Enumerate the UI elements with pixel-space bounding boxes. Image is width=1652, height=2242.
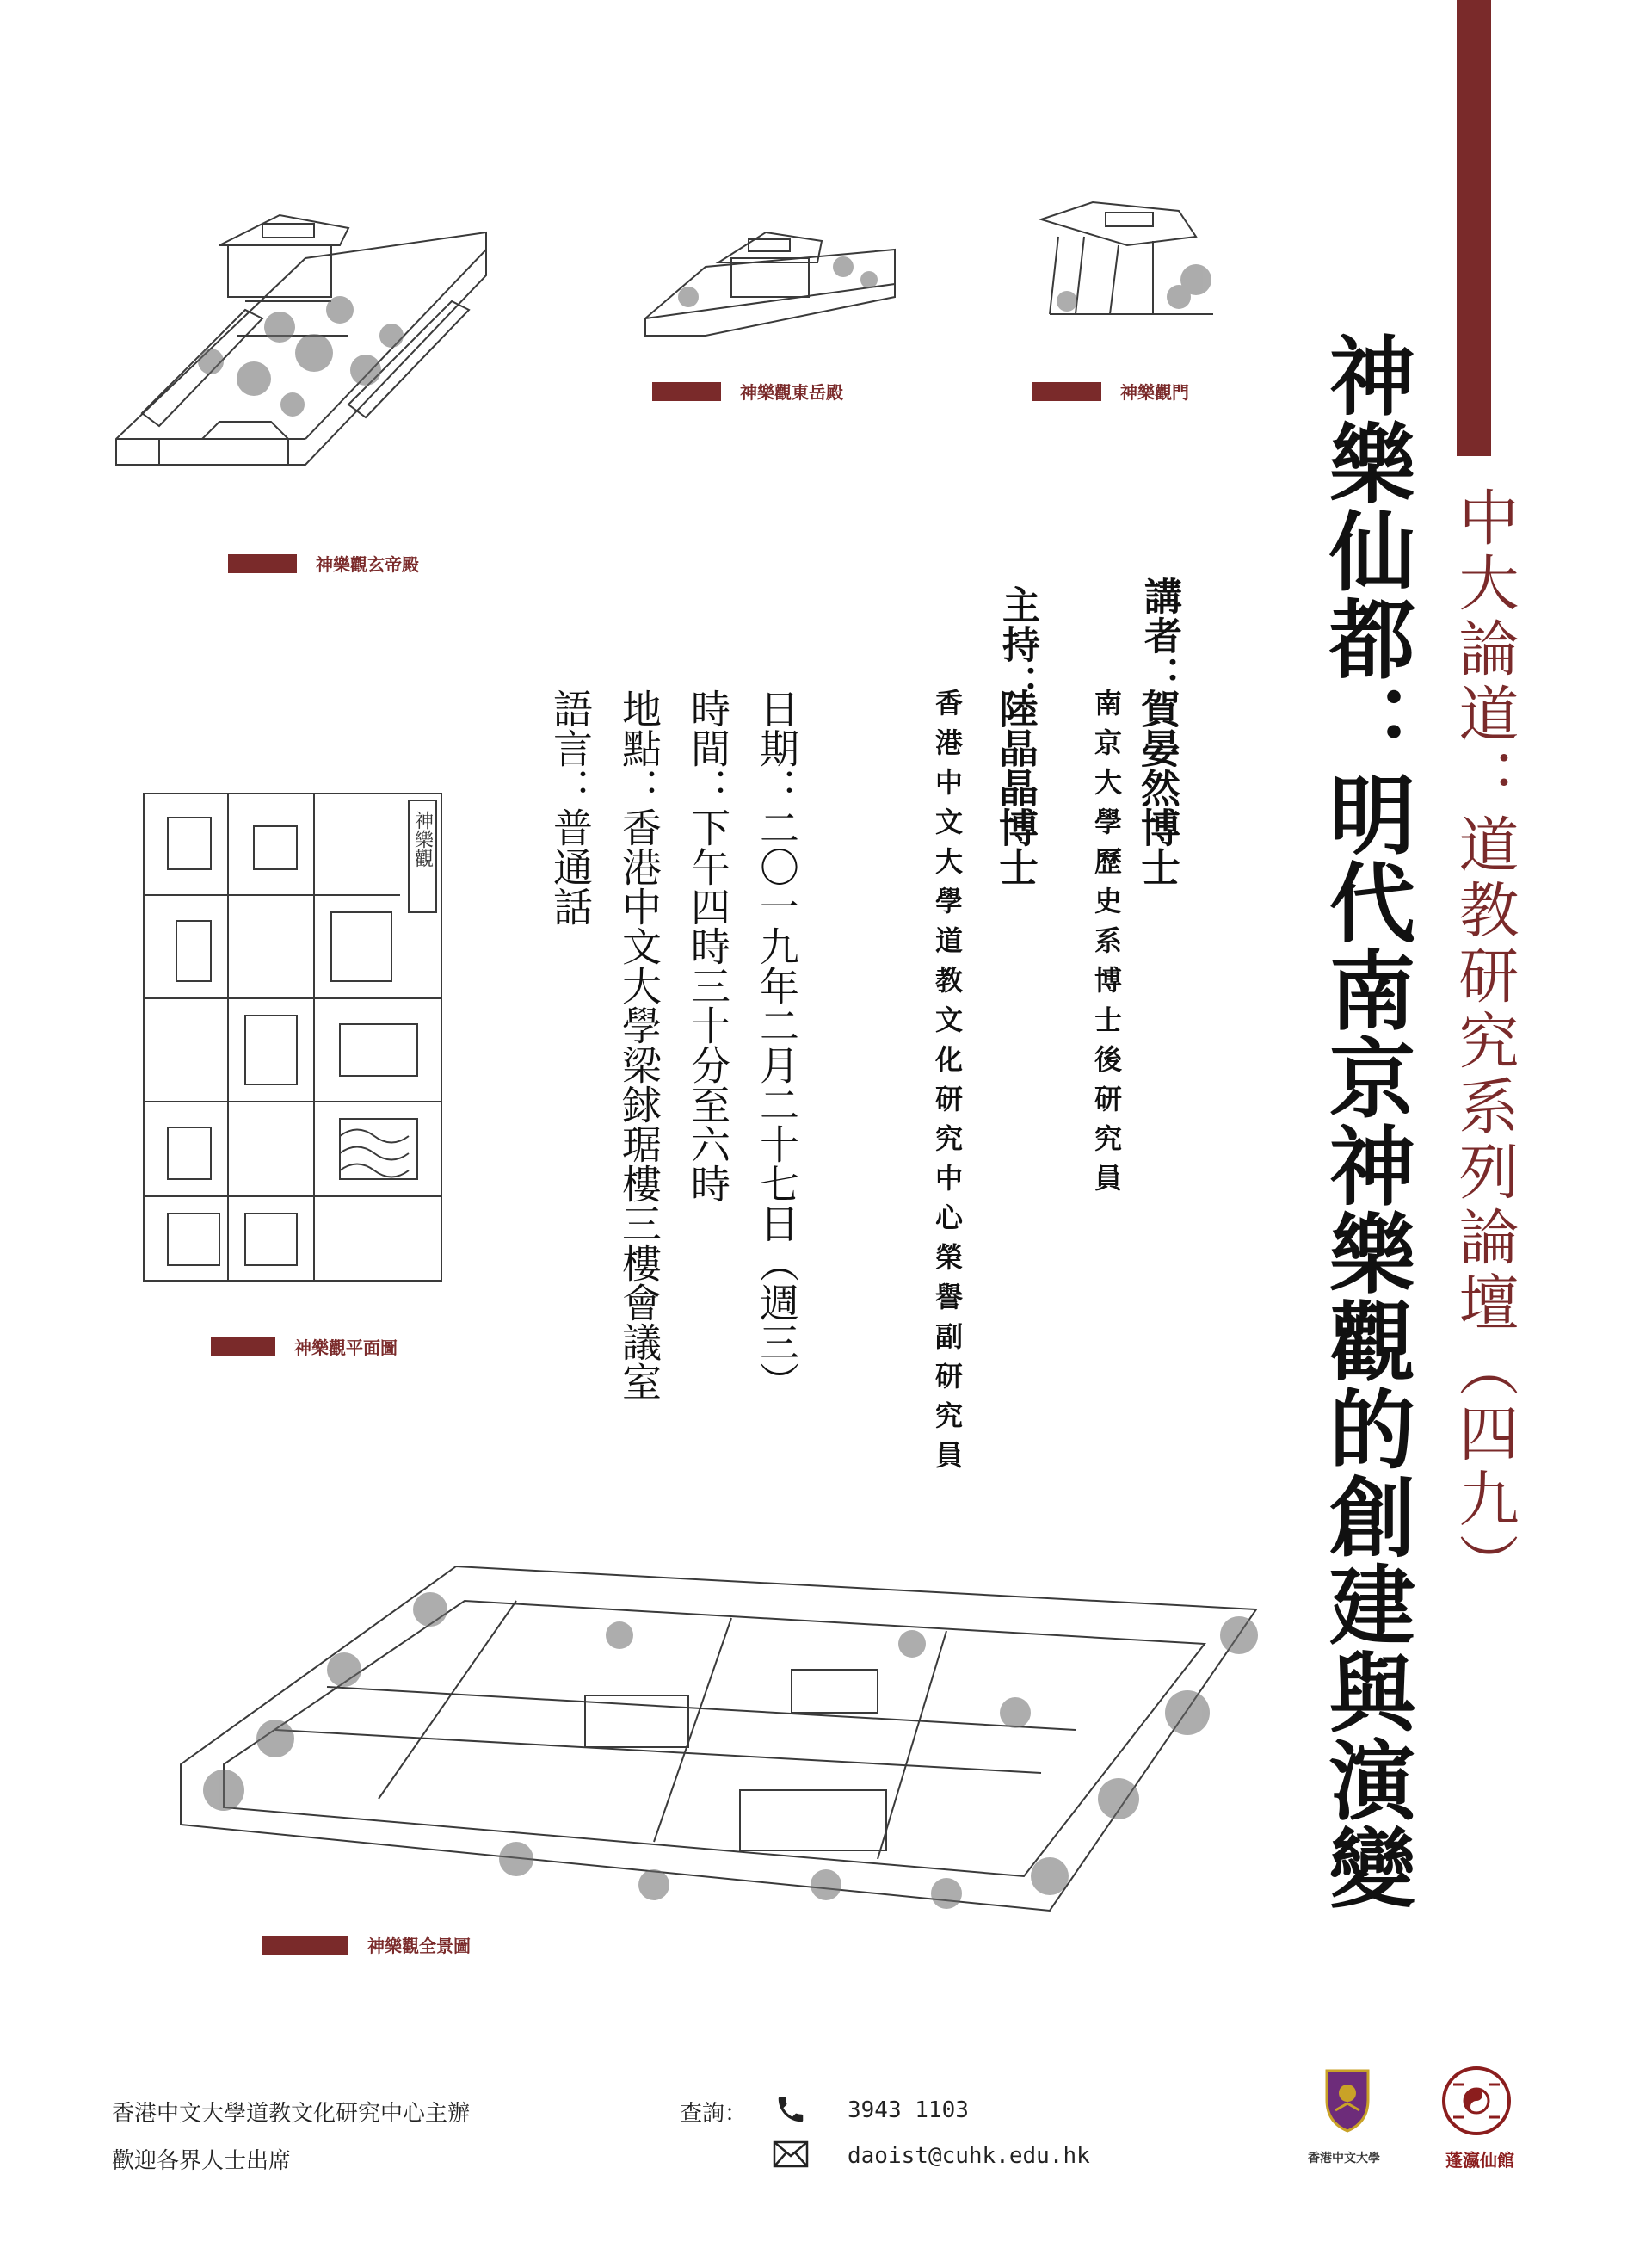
plan-sign: 神樂觀 bbox=[411, 811, 434, 868]
caption-panorama bbox=[262, 1932, 471, 1957]
caption-xuandi bbox=[228, 551, 419, 576]
plan-illustration bbox=[142, 792, 443, 1282]
panorama-illustration bbox=[172, 1515, 1291, 1919]
organizer-text: 香港中文大學道教文化研究中心主辦 bbox=[112, 2101, 471, 2127]
phone-icon bbox=[774, 2093, 807, 2126]
email-address[interactable]: daoist@cuhk.edu.hk bbox=[848, 2143, 1090, 2169]
phone-number[interactable]: 3943 1103 bbox=[848, 2097, 969, 2123]
host-label: 主持： bbox=[996, 585, 1039, 704]
time-line: 時間：下午四時三十分至六時 bbox=[685, 689, 731, 1203]
penglai-emblem-icon bbox=[1441, 2066, 1512, 2136]
cuhk-logo-text: 香港中文大學 bbox=[1308, 2152, 1380, 2165]
host-name: 陸晶晶博士 bbox=[993, 689, 1039, 886]
speaker-label: 講者： bbox=[1137, 577, 1181, 695]
cuhk-emblem-icon bbox=[1318, 2066, 1377, 2134]
dongyue-hall-illustration bbox=[637, 215, 912, 344]
main-title: 神樂仙都：明代南京神樂觀的創建與演變 bbox=[1315, 331, 1415, 1912]
welcome-text: 歡迎各界人士出席 bbox=[112, 2148, 292, 2174]
caption-dongyue bbox=[652, 379, 843, 404]
speaker-name: 賀晏然博士 bbox=[1135, 689, 1181, 886]
penglai-logo-text: 蓬瀛仙館 bbox=[1446, 2150, 1514, 2171]
caption-dongyue-text: 神樂觀東岳殿 bbox=[740, 382, 843, 403]
host-affiliation: 香港中文大學道教文化研究中心榮譽副研究員 bbox=[931, 689, 964, 1480]
gate-illustration bbox=[1024, 185, 1230, 323]
caption-gate-text: 神樂觀門 bbox=[1120, 382, 1189, 403]
venue-line: 地點：香港中文大學梁銶琚樓三樓會議室 bbox=[616, 689, 663, 1401]
date-line: 日期：二〇一九年二月二十七日（週三） bbox=[754, 689, 800, 1401]
enquiry-label: 查詢： bbox=[680, 2101, 748, 2127]
caption-gate bbox=[1032, 379, 1189, 404]
speaker-affiliation: 南京大學歷史系博士後研究員 bbox=[1090, 689, 1123, 1203]
xuandi-hall-illustration bbox=[108, 181, 503, 508]
caption-panorama-text: 神樂觀全景圖 bbox=[367, 1936, 471, 1956]
caption-plan bbox=[211, 1334, 398, 1359]
series-title: 中大論道：道教研究系列論壇（四九） bbox=[1449, 486, 1519, 1598]
mail-icon bbox=[773, 2140, 809, 2168]
language-line: 語言：普通話 bbox=[547, 689, 594, 926]
accent-bar bbox=[1457, 0, 1491, 456]
caption-plan-text: 神樂觀平面圖 bbox=[294, 1337, 398, 1358]
caption-xuandi-text: 神樂觀玄帝殿 bbox=[316, 554, 419, 575]
